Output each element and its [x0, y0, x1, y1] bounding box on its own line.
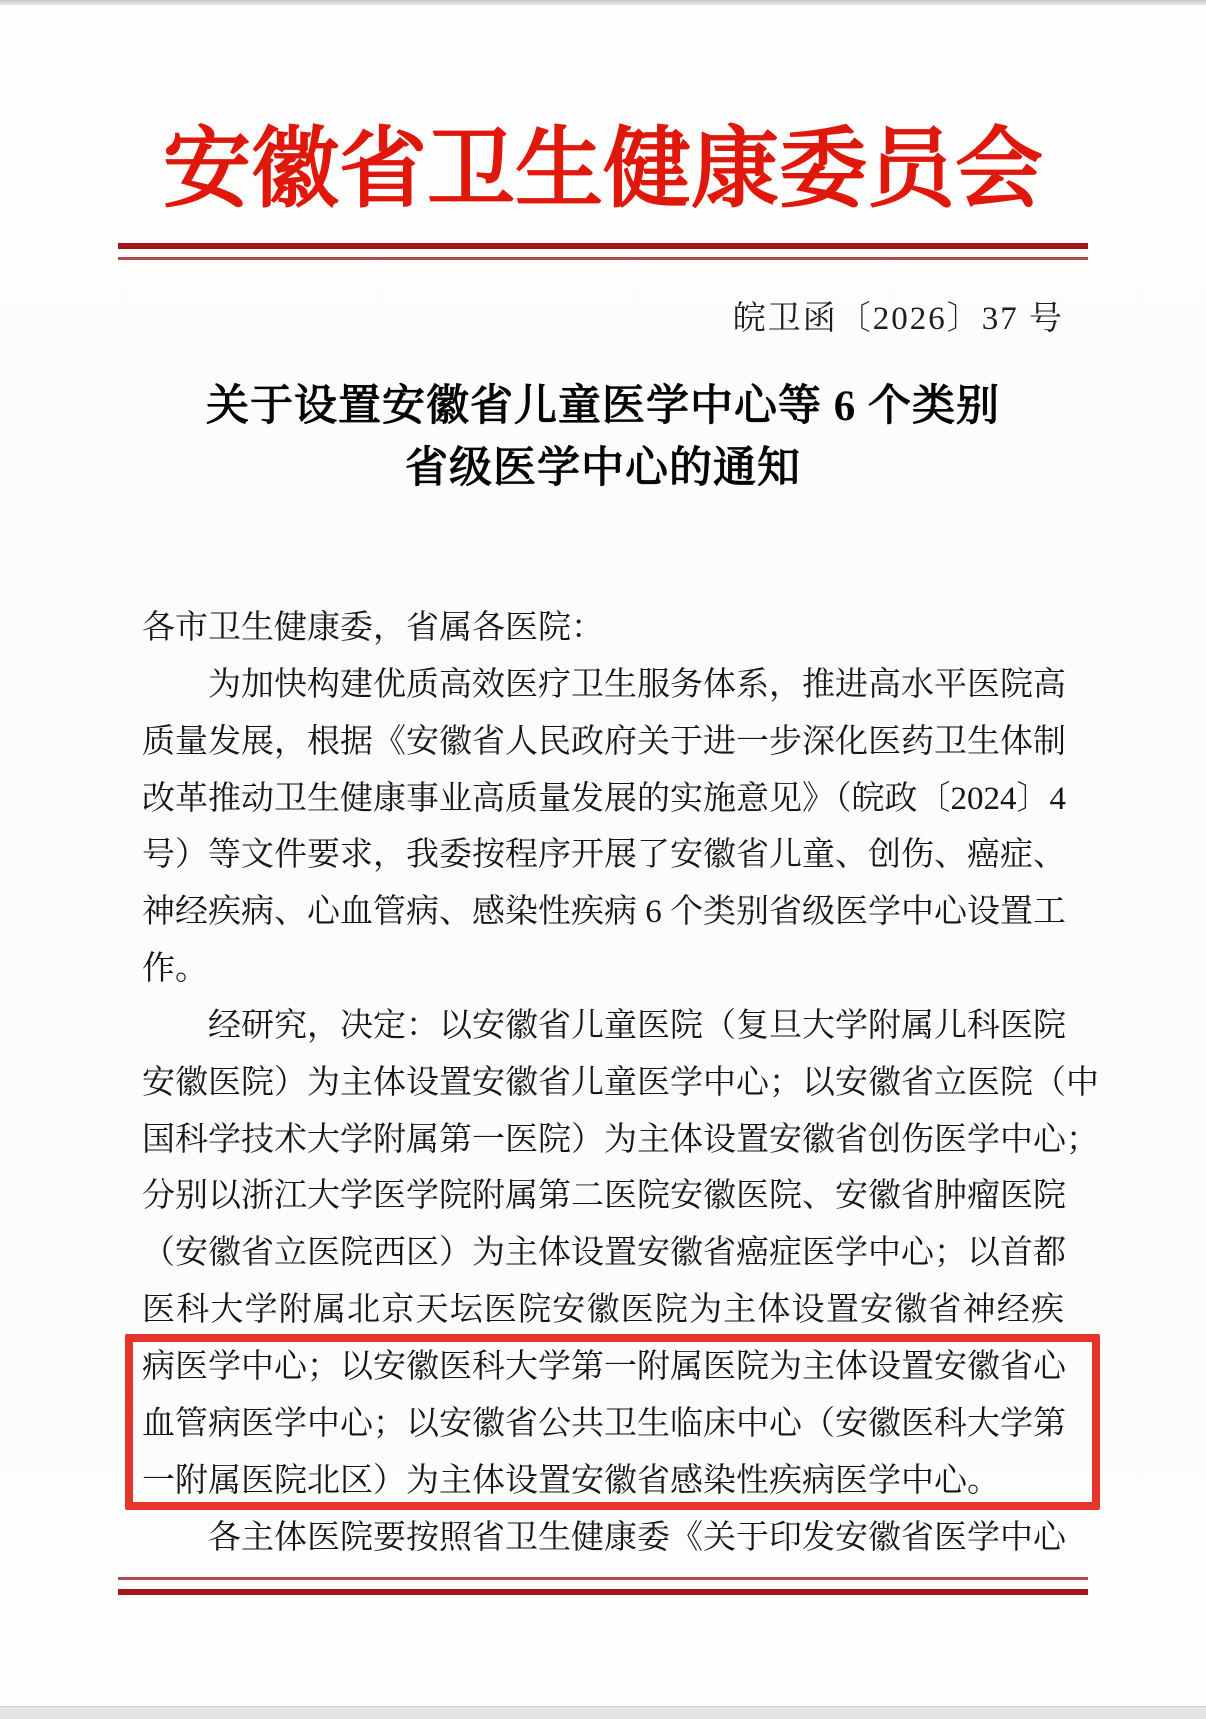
document-title	[0, 376, 1206, 500]
body-line-highlighted: 病医学中心；以安徽医科大学第一附属医院为主体设置安徽省心	[142, 1348, 1066, 1385]
footer-divider-thin	[118, 1577, 1088, 1580]
viewport-top-edge	[0, 0, 1206, 5]
letterhead-agency-title: 安徽省卫生健康委员会	[162, 122, 1043, 219]
salutation-line: 各市卫生健康委，省属各医院：	[142, 610, 604, 646]
body-line: （安徽省立医院西区）为主体设置安徽省癌症医学中心；以首都	[142, 1235, 1066, 1272]
body-line: 质量发展，根据《安徽省人民政府关于进一步深化医药卫生体制	[142, 723, 1066, 760]
body-line: 为加快构建优质高效医疗卫生服务体系，推进高水平医院高	[208, 666, 1066, 703]
header-divider-thick	[118, 243, 1088, 249]
body-line: 神经疾病、心血管病、感染性疾病 6 个类别省级医学中心设置工	[142, 894, 1066, 931]
document-title-line2: 省级医学中心的通知	[405, 445, 801, 492]
body-line: 号）等文件要求，我委按程序开展了安徽省儿童、创伤、癌症、	[142, 837, 1066, 874]
document-title-line1: 关于设置安徽省儿童医学中心等 6 个类别	[206, 383, 1000, 430]
body-line-highlighted: 一附属医院北区）为主体设置安徽省感染性疾病医学中心。	[142, 1462, 1000, 1499]
body-line: 国科学技术大学附属第一医院）为主体设置安徽省创伤医学中心；	[142, 1121, 1099, 1158]
body-line: 作。	[142, 951, 208, 988]
body-line: 改革推动卫生健康事业高质量发展的实施意见》（皖政〔2024〕4	[142, 780, 1066, 817]
document-reference-number: 皖卫函〔2026〕37 号	[732, 301, 1064, 337]
body-line: 经研究，决定：以安徽省儿童医院（复旦大学附属儿科医院	[208, 1007, 1066, 1044]
body-line: 各主体医院要按照省卫生健康委《关于印发安徽省医学中心	[208, 1519, 1066, 1556]
body-line: 安徽医院）为主体设置安徽省儿童医学中心；以安徽省立医院（中	[142, 1064, 1099, 1101]
body-line: 分别以浙江大学医学院附属第二医院安徽医院、安徽省肿瘤医院	[142, 1178, 1066, 1215]
body-line: 医科大学附属北京天坛医院安徽医院为主体设置安徽省神经疾	[142, 1292, 1064, 1329]
body-line-highlighted: 血管病医学中心；以安徽省公共卫生临床中心（安徽医科大学第	[142, 1405, 1066, 1442]
viewport-bottom-edge	[0, 1706, 1206, 1719]
document-body	[142, 600, 1099, 1566]
footer-divider-thick	[118, 1589, 1088, 1595]
header-divider-thin	[118, 257, 1088, 260]
